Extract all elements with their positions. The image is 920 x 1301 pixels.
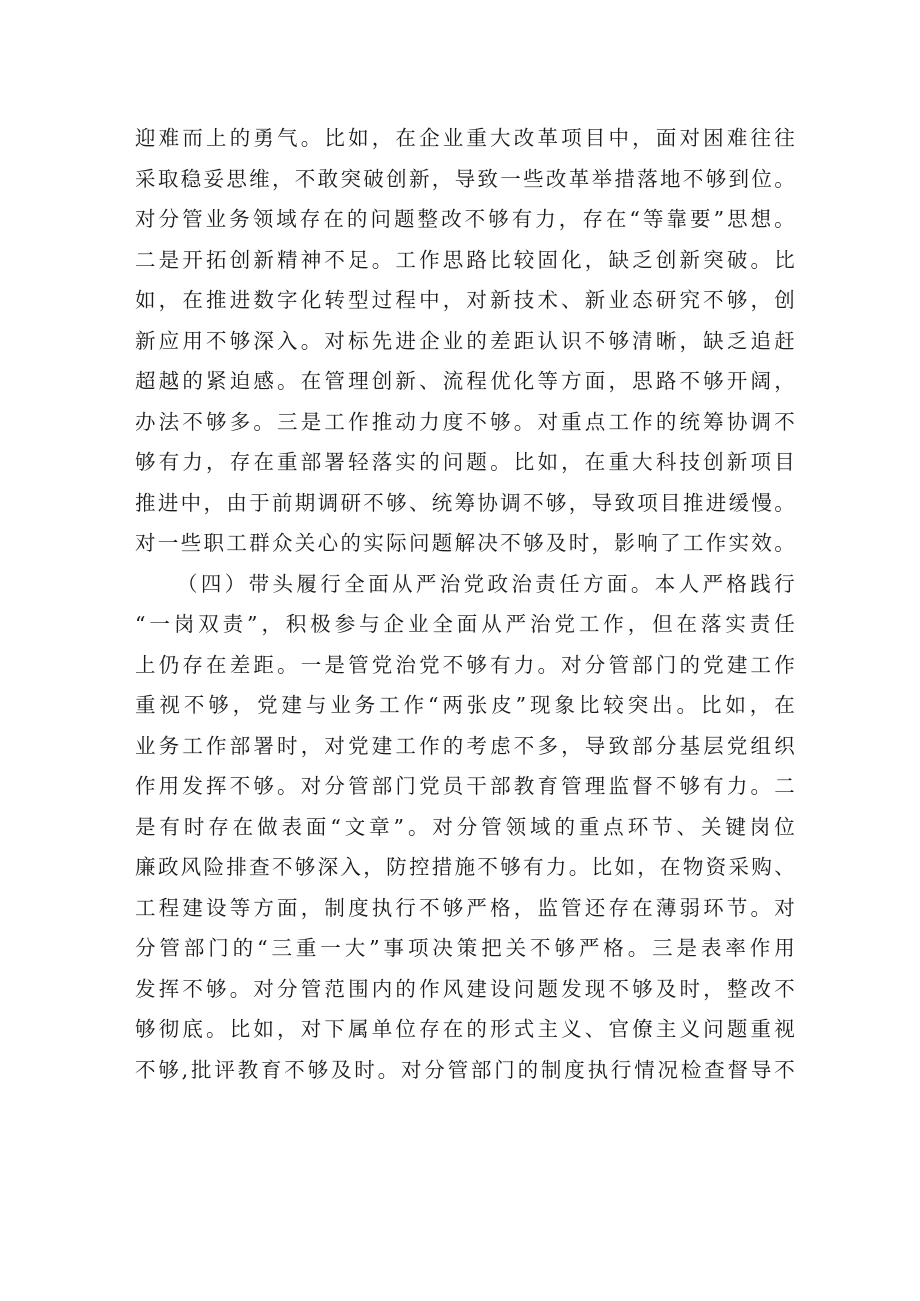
text-line: 作用发挥不够。对分管部门党员干部教育管理监督不够有力。二: [135, 774, 795, 798]
text-line: “一岗双责”，积极参与企业全面从严治党工作，但在落实责任: [135, 612, 795, 636]
text-line: 不够,批评教育不够及时。对分管部门的制度执行情况检查督导不: [135, 1057, 795, 1082]
text-line: 够有力，存在重部署轻落实的问题。比如，在重大科技创新项目: [135, 450, 795, 474]
text-line: 采取稳妥思维，不敢突破创新，导致一些改革举措落地不够到位。: [135, 166, 795, 191]
text-line: 对一些职工群众关心的实际问题解决不够及时，影响了工作实效。: [135, 531, 795, 555]
text-line: 重视不够，党建与业务工作“两张皮”现象比较突出。比如，在: [135, 693, 795, 717]
text-line: 发挥不够。对分管范围内的作风建设问题发现不够及时，整改不: [135, 976, 795, 1001]
text-line: 超越的紧迫感。在管理创新、流程优化等方面，思路不够开阔，: [135, 369, 795, 393]
text-line: 推进中，由于前期调研不够、统筹协调不够，导致项目推进缓慢。: [135, 490, 795, 515]
text-line: 廉政风险排查不够深入，防控措施不够有力。比如，在物资采购、: [135, 855, 795, 879]
text-line: 上仍存在差距。一是管党治党不够有力。对分管部门的党建工作: [135, 652, 795, 677]
text-line: 是有时存在做表面“文章”。对分管领域的重点环节、关键岗位: [135, 814, 795, 839]
text-line: 迎难而上的勇气。比如，在企业重大改革项目中，面对困难往往: [135, 126, 795, 150]
text-line: 对分管业务领域存在的问题整改不够有力，存在“等靠要”思想。: [135, 207, 795, 231]
text-line: 新应用不够深入。对标先进企业的差距认识不够清晰，缺乏追赶: [135, 328, 795, 353]
text-line: 够彻底。比如，对下属单位存在的形式主义、官僚主义问题重视: [135, 1017, 795, 1041]
document-body: [135, 118, 795, 1090]
text-line: 工程建设等方面，制度执行不够严格，监管还存在薄弱环节。对: [135, 895, 795, 920]
text-line: 业务工作部署时，对党建工作的考虑不多，导致部分基层党组织: [135, 733, 795, 758]
section-heading-line: （四）带头履行全面从严治党政治责任方面。本人严格践行: [177, 571, 795, 596]
text-line: 如，在推进数字化转型过程中，对新技术、新业态研究不够，创: [135, 288, 795, 312]
text-line: 二是开拓创新精神不足。工作思路比较固化，缺乏创新突破。比: [135, 247, 795, 272]
text-line: 办法不够多。三是工作推动力度不够。对重点工作的统筹协调不: [135, 409, 795, 434]
text-line: 分管部门的“三重一大”事项决策把关不够严格。三是表率作用: [135, 936, 795, 960]
